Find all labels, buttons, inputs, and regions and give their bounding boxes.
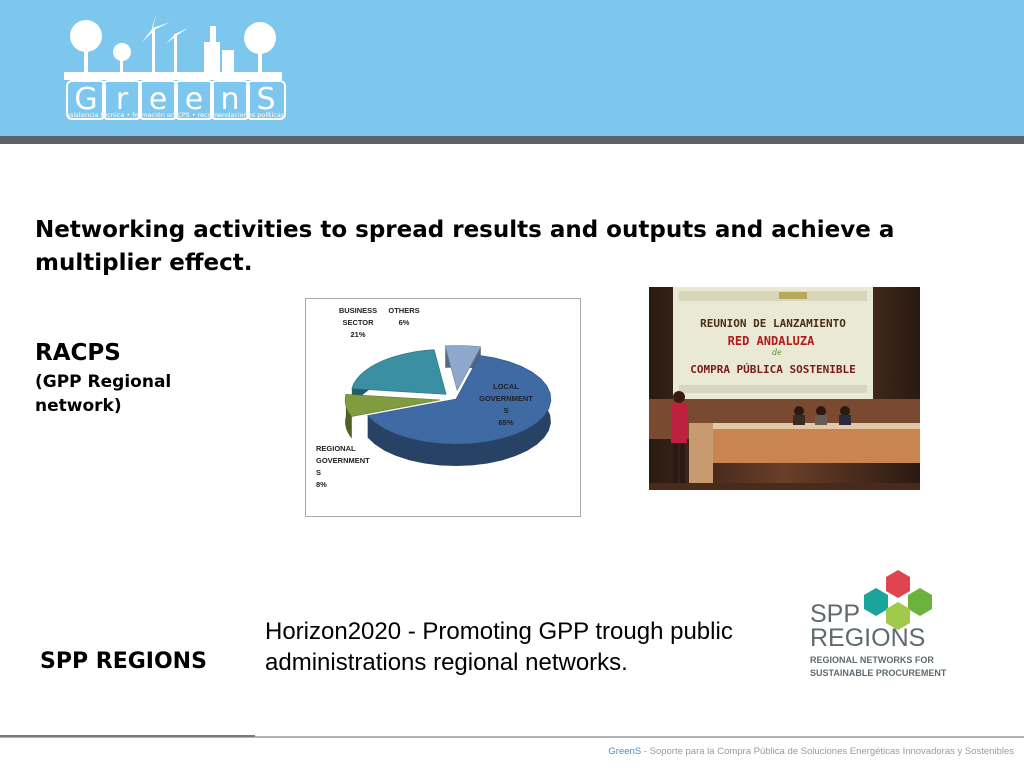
pie-chart: [305, 298, 581, 517]
pie-label-2-line-0: BUSINESS: [338, 306, 378, 315]
pie-label-0-line-0: LOCAL: [493, 382, 519, 391]
pie-label-0-line-3: 65%: [498, 418, 514, 427]
footer-caption: - Soporte para la Compra Pública de Soluciones Energéticas Innovadoras y Sostenibles: [641, 746, 1014, 757]
photo-screen-line-2: RED ANDALUZA: [727, 334, 815, 348]
pie-label-0-line-2: S: [503, 406, 509, 415]
logo-letter-e2: e: [174, 80, 214, 120]
pie-label-2-line-2: 21%: [350, 330, 366, 339]
pie-label-2-line-1: SECTOR: [342, 318, 374, 327]
logo-letter-s: S: [246, 80, 286, 120]
logo-letter-e1: e: [138, 80, 178, 120]
photo-screen-line-1: REUNION DE LANZAMIENTO: [700, 317, 846, 330]
racps-subtitle: (GPP Regional network): [35, 372, 172, 416]
pie-label-1-line-2: S: [316, 468, 322, 477]
photo-screen-line-3: de: [772, 348, 782, 357]
logo-letter-r: r: [102, 80, 142, 120]
footer-text: [608, 746, 1014, 757]
logo-letter-g: G: [66, 80, 106, 120]
pie-label-3: [388, 306, 419, 327]
spp-logo-tag-line-1: REGIONAL NETWORKS FOR: [810, 655, 934, 665]
spp-regions-logo: [806, 566, 946, 686]
pie-label-3-line-1: 6%: [398, 318, 410, 327]
logo-tagline: asistencia técnica • formación en CPS • recomendaciones políticas: [66, 111, 285, 119]
footer-divider-accent: [0, 735, 255, 737]
logo-skyline-icon: [64, 14, 282, 80]
pie-chart-canvas: [306, 299, 580, 516]
pie-label-2: [339, 306, 377, 339]
pie-slice-2: [352, 350, 446, 395]
pie-label-1-line-0: REGIONAL: [316, 444, 356, 453]
pie-label-1-line-1: GOVERNMENT: [316, 456, 370, 465]
logo-letter-n: n: [210, 80, 250, 120]
event-photo-image: [649, 287, 920, 490]
spp-regions-description: Horizon2020 - Promoting GPP trough public administrations regional networks.: [265, 618, 733, 676]
racps-title: RACPS: [35, 340, 121, 366]
photo-screen-line-4: COMPRA PÚBLICA SOSTENIBLE: [690, 363, 856, 376]
spp-logo-word-spp: SPP: [810, 600, 861, 628]
spp-logo-word-regions: REGIONS: [810, 624, 926, 652]
slide-heading: Networking activities to spread results and outputs and achieve a multiplier effect.: [35, 217, 895, 276]
header-divider: [0, 136, 1024, 144]
pie-label-0-line-1: GOVERNMENT: [479, 394, 533, 403]
spp-logo-tag-line-2: SUSTAINABLE PROCUREMENT: [810, 668, 947, 678]
greens-logo: [64, 14, 285, 122]
event-photo: [649, 287, 920, 490]
pie-label-3-line-0: OTHERS: [388, 306, 420, 315]
spp-logo-tagline: [810, 654, 950, 680]
spp-regions-label: SPP REGIONS: [40, 649, 207, 674]
pie-label-1-line-3: 8%: [316, 480, 327, 489]
footer-brand: GreenS: [608, 746, 642, 757]
pie-label-1: [316, 444, 370, 489]
